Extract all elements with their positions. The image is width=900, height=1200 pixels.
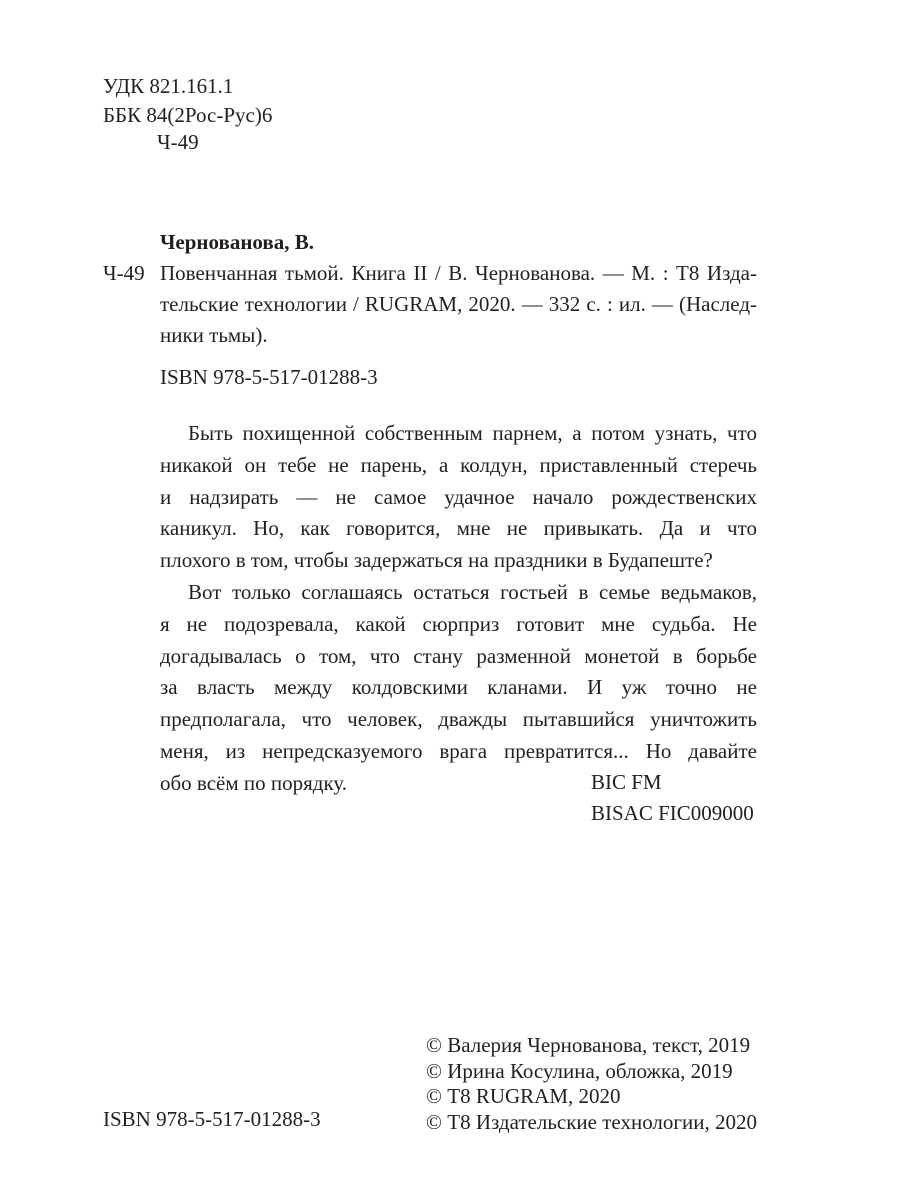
copyright-line: © Т8 Издательские технологии, 2020 — [426, 1109, 757, 1134]
subject-codes — [591, 767, 754, 829]
annotation-line: обо всём по порядку. — [160, 770, 348, 795]
isbn-record: ISBN 978-5-517-01288-3 — [160, 365, 378, 389]
annotation-line: меня, из непредсказуемого врага превратится... Но давайте — [160, 738, 757, 763]
annotation-line: и надзирать — не самое удачное начало рождественских — [160, 484, 757, 509]
bic-code: BIC FM — [591, 770, 662, 794]
annotation-line: я не подозревала, какой сюрприз готовит мне судьба. Не — [160, 611, 757, 636]
isbn-footer: ISBN 978-5-517-01288-3 — [103, 1107, 321, 1131]
bisac-code: BISAC FIC009000 — [591, 801, 754, 825]
bibliographic-description — [160, 258, 757, 351]
copyright-line: © Т8 RUGRAM, 2020 — [426, 1084, 621, 1108]
annotation-line: плохого в том, чтобы задержаться на праздники в Будапеште? — [160, 548, 713, 573]
annotation-line: предполагала, что человек, дважды пытавшийся уничтожить — [160, 707, 757, 732]
copyright-line: © Валерия Чернованова, текст, 2019 — [426, 1033, 751, 1057]
cutter-mark: Ч-49 — [103, 261, 145, 285]
annotation-line: Быть похищенной собственным парнем, а потом узнать, что — [188, 421, 757, 445]
author-heading: Чернованова, В. — [160, 230, 315, 254]
description-line: ники тьмы). — [160, 323, 268, 347]
annotation — [160, 418, 757, 800]
annotation-line: Вот только соглашаясь остаться гостьей в семье ведьмаков, — [188, 579, 757, 604]
description-line: тельские технологии / RUGRAM, 2020. — 332 с. : ил. — (Наслед- — [160, 292, 757, 316]
udk-code: УДК 821.161.1 — [103, 74, 234, 98]
bbk-code: ББК 84(2Рос-Рус)6 — [103, 103, 273, 127]
annotation-line: за власть между колдовскими кланами. И уж точно не — [160, 675, 757, 700]
copyright-block — [426, 1033, 757, 1135]
annotation-line: догадывалась о том, что стану разменной монетой в борьбе — [160, 643, 757, 668]
cutter-code: Ч-49 — [157, 130, 199, 154]
annotation-paragraph — [160, 418, 757, 577]
description-line: Повенчанная тьмой. Книга II / В. Чернованова. — М. : Т8 Изда- — [160, 261, 757, 285]
copyright-line: © Ирина Косулина, обложка, 2019 — [426, 1058, 733, 1083]
annotation-line: каникул. Но, как говорится, мне не привыкать. Да и что — [160, 516, 757, 541]
annotation-line: никакой он тебе не парень, а колдун, приставленный стеречь — [160, 452, 757, 477]
